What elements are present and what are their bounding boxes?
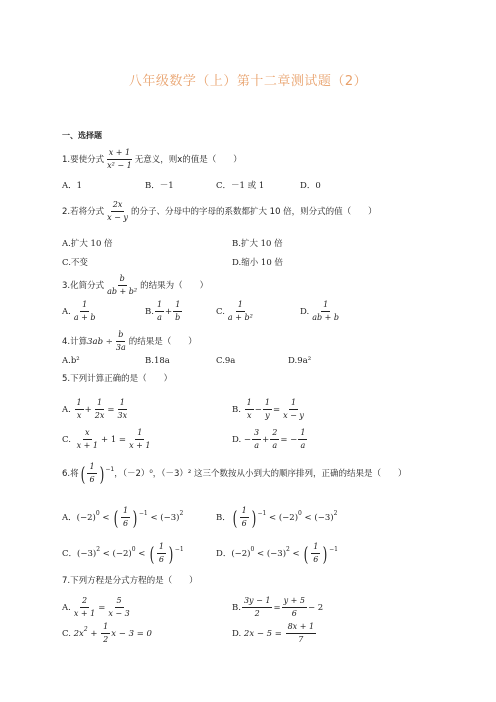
q5-d-frac3 (298, 428, 307, 451)
q5-option-a: A. $\frac{1}{x}$ + $\frac{1}{2x}$ = $\frac{1}{3x}$ (62, 398, 128, 420)
question-1 (62, 148, 242, 171)
q4-option-d: D.9a² (288, 356, 312, 366)
q5-c-frac2-den: x + 1 (129, 441, 151, 450)
q5-c-frac1-num: x (83, 428, 92, 440)
q3-d-num: 1 (321, 300, 330, 312)
q5-b-frac2-num: 1 (263, 398, 272, 410)
q2-fraction (105, 200, 130, 223)
q7-d-expr: 2x − 5 = (241, 629, 285, 639)
q5-d-frac2-num: 2 (270, 428, 279, 440)
q5-b-frac3-num: 1 (289, 398, 298, 410)
q5-b-frac1-num: 1 (245, 398, 254, 410)
q3-a-den: a + b (73, 313, 96, 322)
q7-option-a: A. $\frac{2}{x + 1}$ = $\frac{5}{x - 3}$ (62, 596, 130, 618)
q6-a-right-paren: ) (132, 505, 138, 530)
q5-a-frac1-num: 1 (75, 398, 84, 410)
q3-denominator: ab + b² (107, 287, 138, 296)
q6-d-left-paren: ( (303, 541, 309, 566)
q7-b-frac1-num: 3y − 1 (242, 596, 273, 608)
q7-option-b: B. $\frac{3y - 1}{2}$ = $\frac{y + 5}{6}$ − 2 (232, 596, 324, 618)
q6-a-expr-2: < $(-3)^2$ (147, 510, 184, 523)
q6-b-den: 6 (241, 519, 247, 528)
q5-a-frac2-num: 1 (95, 398, 104, 410)
q6-c-right-paren: ) (168, 541, 174, 566)
q5-b-frac3-den: x − y (283, 411, 304, 420)
q6-c-frac (157, 542, 166, 565)
q7-a-frac1 (72, 596, 97, 619)
q3-option-c-fraction (226, 300, 255, 323)
q7-b-frac1-den: 2 (254, 609, 260, 618)
q6-option-c-label: C． (62, 549, 78, 559)
q3-b-num1: 1 (155, 300, 164, 312)
q5-a-frac1-den: x (76, 411, 82, 420)
q3-option-b-fraction-1 (155, 300, 164, 323)
q3-option-b-fraction-2 (173, 300, 182, 323)
q6-a-expr-1: $(-2)^0$ < (76, 510, 113, 523)
q5-option-c: C. $\frac{x}{x + 1}$ + 1 = $\frac{1}{x + 1}$ (62, 428, 151, 450)
q5-a-frac2-den: 2x (94, 411, 105, 420)
q6-b-exp: −1 (257, 510, 267, 517)
q7-b-frac2 (282, 596, 307, 619)
q6-a-num: 1 (121, 506, 130, 518)
q6-a-den: 6 (122, 519, 129, 528)
q7-a-frac1-num: 2 (80, 596, 89, 608)
q5-a-frac1 (75, 398, 84, 421)
q6-prefix: 6.将 (62, 469, 79, 479)
q4-prefix: 4.计算 (62, 337, 88, 347)
q4-option-b: B.18a (145, 356, 170, 366)
q5-c-frac1-den: x + 1 (76, 441, 98, 450)
q3-prefix: 3.化简分式 (62, 281, 105, 291)
q4-option-a: A.b² (62, 356, 80, 366)
q4-numerator: b (116, 330, 125, 342)
q6-c-num: 1 (157, 542, 166, 554)
q4-fraction (114, 330, 128, 353)
q6-middle-text: ，（－2）⁰，（－3）² 这三个数按从小到大的顺序排列，正确的结果是（ ） (114, 469, 407, 479)
q3-b-num2: 1 (173, 300, 182, 312)
q3-option-c-label: C. (216, 307, 225, 317)
q2-suffix: 的分子、分母中的字母的系数都扩大 10 倍，则分式的值（ ） (130, 207, 377, 217)
section-heading: 一、选择题 (62, 131, 102, 140)
q4-denominator: 3a (115, 343, 126, 352)
q6-d-frac (311, 542, 320, 565)
q5-a-frac3 (116, 398, 130, 421)
q7-c-expr-1: $2x^2$ + (70, 626, 101, 639)
q5-option-b: B. $\frac{1}{x}$ − $\frac{1}{y}$ = $\frac{1}{x - y}$ (232, 398, 304, 420)
q3-suffix: 的结果为（ ） (140, 281, 209, 291)
q1-option-d: D．0 (300, 181, 321, 191)
page-title: 八年级数学（上）第十二章测试题（2） (128, 74, 368, 89)
q3-option-d-fraction (310, 300, 341, 323)
q6-option-d-label: D． (216, 549, 232, 559)
q3-c-den: a + b² (227, 313, 253, 322)
q6-b-left-paren: ( (232, 505, 237, 530)
q6-option-a (62, 506, 183, 529)
q5-d-frac3-den: a (300, 441, 306, 450)
q7-c-num: 1 (101, 622, 110, 634)
q6-d-exp: −1 (329, 546, 338, 553)
q5-d-frac1-num: 3 (252, 428, 261, 440)
q1-option-a: A．1 (62, 181, 83, 191)
q3-option-b-label: B. (145, 307, 154, 317)
q5-b-frac2 (263, 398, 272, 421)
q3-option-a (62, 300, 99, 323)
q1-denominator: x² − 1 (107, 161, 132, 170)
q6-right-paren: ) (99, 461, 104, 486)
q5-d-frac3-num: 1 (298, 428, 307, 440)
q5-option-d-label: D. (232, 435, 242, 445)
q6-option-a-label: A． (62, 513, 77, 523)
q1-option-c: C．－1 或 1 (216, 181, 265, 191)
q6-fraction (87, 462, 96, 485)
q5-d-frac2 (270, 428, 279, 451)
q3-b-den2: b (175, 313, 181, 322)
q2-option-b: B.扩大 10 倍 (232, 239, 283, 249)
q2-denominator: x − y (107, 213, 128, 222)
q6-option-b-label: B． (216, 513, 231, 523)
q5-a-frac3-num: 1 (118, 398, 127, 410)
question-6 (62, 462, 407, 485)
q3-option-d (300, 300, 342, 323)
q6-left-paren: ( (80, 461, 85, 486)
q5-c-frac1 (75, 428, 100, 451)
q5-c-frac2 (127, 428, 152, 451)
q5-option-a-label: A. (62, 405, 71, 415)
question-7: 7.下列方程是分式方程的是（ ） (62, 576, 198, 586)
q7-c-frac (101, 622, 110, 645)
q3-option-a-label: A. (62, 307, 71, 317)
q6-den: 6 (89, 475, 95, 484)
q6-b-num: 1 (240, 506, 249, 518)
q7-d-frac (286, 622, 316, 645)
q7-a-frac2-den: x − 3 (108, 609, 130, 618)
q6-d-den: 6 (313, 555, 319, 564)
q7-a-frac2 (106, 596, 131, 619)
q6-option-c (62, 542, 184, 565)
q1-fraction (105, 148, 134, 171)
q2-numerator: 2x (111, 200, 125, 212)
q6-d-right-paren: ) (322, 541, 328, 566)
q1-numerator: x + 1 (107, 148, 132, 160)
q5-c-frac2-num: 1 (135, 428, 144, 440)
q6-c-left-paren: ( (149, 541, 155, 566)
q6-a-frac (121, 506, 130, 529)
q7-d-num: 8x + 1 (286, 622, 316, 634)
q6-b-frac (240, 506, 249, 529)
q5-a-frac2 (93, 398, 107, 421)
q5-d-frac1 (252, 428, 261, 451)
q5-option-b-label: B. (232, 405, 241, 415)
q7-c-den: 2 (103, 635, 109, 644)
q2-option-d: D.缩小 10 倍 (232, 258, 283, 268)
q7-c-expr-2: x − 3 = 0 (111, 629, 152, 639)
q4-option-c: C.9a (216, 356, 236, 366)
q7-b-frac2-den: 6 (291, 609, 297, 618)
q6-d-num: 1 (311, 542, 320, 554)
q5-b-frac1 (245, 398, 254, 421)
q1-option-b: B．－1 (145, 181, 174, 191)
q6-d-expr: $(-2)^0 < (-3)^2$ < (231, 546, 303, 559)
q2-option-c: C.不变 (62, 258, 88, 268)
q5-b-frac2-den: y (265, 411, 270, 420)
q5-option-d: D. − $\frac{3}{a}$ + $\frac{2}{a}$ = − $\frac{1}{a}$ (232, 428, 306, 450)
q7-option-c: C. $2x^2$ + $\frac{1}{2}$ x − 3 = 0 (62, 622, 152, 644)
q6-option-d (216, 542, 338, 565)
q6-b-right-paren: ) (251, 505, 256, 530)
q5-d-frac1-den: a (254, 441, 259, 450)
q5-a-frac3-den: 3x (117, 411, 128, 420)
q3-numerator: b (118, 274, 127, 286)
q3-fraction (105, 274, 139, 297)
q7-b-frac1 (242, 596, 273, 619)
q2-option-a: A.扩大 10 倍 (62, 239, 113, 249)
q4-suffix: 的结果是（ ） (128, 337, 197, 347)
q4-expression: 3ab ÷ (87, 337, 113, 347)
q6-a-left-paren: ( (113, 505, 119, 530)
q3-option-d-label: D. (300, 307, 310, 317)
q6-a-exp: −1 (138, 510, 148, 517)
q6-exponent: −1 (105, 466, 115, 473)
question-2 (62, 200, 377, 223)
q6-c-exp: −1 (174, 546, 184, 553)
question-5: 5.下列计算正确的是（ ） (62, 374, 173, 384)
q6-c-den: 6 (158, 555, 164, 564)
q7-b-frac2-num: y + 5 (282, 596, 307, 608)
q3-option-b (145, 300, 183, 323)
q3-b-op: + (165, 307, 173, 317)
q5-d-frac2-den: a (272, 441, 278, 450)
question-4 (62, 330, 197, 353)
q5-option-c-label: C. (62, 435, 71, 445)
q7-d-den: 7 (298, 635, 304, 644)
q7-a-frac2-num: 5 (115, 596, 124, 608)
q3-d-den: ab + b (312, 313, 340, 322)
q3-c-num: 1 (236, 300, 245, 312)
q7-a-frac1-den: x + 1 (73, 609, 96, 618)
q2-prefix: 2.若将分式 (62, 207, 105, 217)
q3-a-num: 1 (80, 300, 89, 312)
q1-prefix: 1.要使分式 (62, 155, 105, 165)
q5-b-frac1-den: x (246, 411, 252, 420)
q1-suffix: 无意义，则x的值是（ ） (134, 155, 242, 165)
q5-b-frac3 (281, 398, 306, 421)
question-3 (62, 274, 208, 297)
q6-c-expr: $(-3)^2 < (-2)^0$ < (77, 546, 149, 559)
q6-b-expr: < $(-2)^0 < (-3)^2$ (266, 510, 338, 523)
q6-option-b (216, 506, 337, 529)
q3-option-c (216, 300, 256, 323)
q3-b-den1: a (157, 313, 162, 322)
q6-num: 1 (87, 462, 96, 474)
q7-option-d: D. 2x − 5 = $\frac{8x + 1}{7}$ (232, 622, 315, 644)
q3-option-a-fraction (72, 300, 98, 323)
